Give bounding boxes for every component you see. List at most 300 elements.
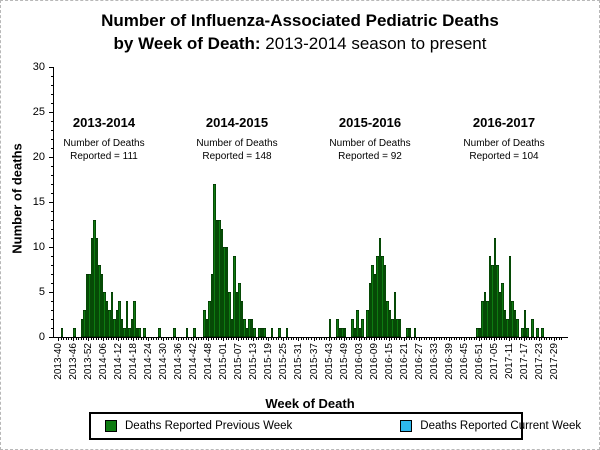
x-tick — [61, 337, 62, 340]
x-tick — [81, 337, 82, 340]
x-tick — [489, 337, 490, 340]
x-tick — [263, 337, 264, 340]
x-tick — [218, 337, 219, 340]
y-minor-tick — [51, 274, 54, 275]
bar-week-51 — [186, 328, 189, 337]
x-tick — [226, 337, 227, 340]
x-tick — [446, 337, 447, 340]
y-minor-tick — [51, 319, 54, 320]
x-tick — [416, 337, 417, 340]
x-tick — [431, 337, 432, 340]
legend-swatch-cyan — [400, 420, 412, 432]
x-tick — [479, 337, 480, 341]
bar-week-114 — [344, 328, 347, 337]
x-tick — [98, 337, 99, 340]
x-tick — [334, 337, 335, 340]
x-tick-label: 2014-36 — [173, 343, 185, 380]
x-tick — [421, 337, 422, 340]
season-label: 2016-2017 — [472, 115, 536, 130]
y-minor-tick — [51, 328, 54, 329]
x-tick — [396, 337, 397, 340]
bar-week-54 — [193, 328, 196, 337]
x-tick — [346, 337, 347, 340]
x-tick — [366, 337, 367, 340]
season-deaths-note: Number of Deaths Reported = 92 — [329, 138, 411, 162]
x-tick — [118, 337, 119, 341]
x-tick — [311, 337, 312, 340]
x-tick — [306, 337, 307, 340]
x-tick-label: 2013-52 — [83, 343, 95, 380]
x-tick — [176, 337, 177, 340]
y-minor-tick — [51, 94, 54, 95]
x-tick-label: 2015-13 — [248, 343, 260, 380]
x-tick — [158, 337, 159, 340]
season-label: 2014-2015 — [205, 115, 269, 130]
x-tick — [111, 337, 112, 340]
x-tick — [91, 337, 92, 340]
x-tick-label: 2017-23 — [533, 343, 545, 380]
x-tick — [444, 337, 445, 340]
x-tick — [71, 337, 72, 340]
x-tick — [293, 337, 294, 340]
season-deaths-note: Number of Deaths Reported = 111 — [63, 138, 145, 162]
x-tick — [281, 337, 282, 340]
bar-week-91 — [286, 328, 289, 337]
x-tick — [96, 337, 97, 340]
x-tick — [449, 337, 450, 341]
x-tick — [324, 337, 325, 340]
y-minor-tick — [51, 283, 54, 284]
x-tick — [384, 337, 385, 340]
season-deaths-note: Number of Deaths Reported = 104 — [463, 138, 545, 162]
x-tick-label: 2016-09 — [368, 343, 380, 380]
x-tick — [456, 337, 457, 340]
chart-title — [1, 10, 599, 56]
x-tick — [339, 337, 340, 340]
y-tick-label: 5 — [38, 286, 45, 298]
x-tick — [168, 337, 169, 340]
x-tick — [526, 337, 527, 340]
x-tick — [326, 337, 327, 340]
x-tick — [128, 337, 129, 340]
x-tick-label: 2016-15 — [383, 343, 395, 380]
x-tick — [161, 337, 162, 340]
x-tick — [414, 337, 415, 340]
bar-week-34 — [143, 328, 146, 337]
x-tick — [436, 337, 437, 340]
x-tick — [241, 337, 242, 340]
x-tick — [248, 337, 249, 340]
bar-week-191 — [536, 328, 539, 337]
legend-label: Deaths Reported Previous Week — [125, 420, 293, 432]
x-tick — [113, 337, 114, 340]
x-tick — [409, 337, 410, 340]
x-tick — [208, 337, 209, 341]
bar-week-40 — [158, 328, 161, 337]
x-tick — [193, 337, 194, 341]
x-tick — [131, 337, 132, 340]
x-tick-label: 2017-11 — [503, 343, 515, 379]
x-tick — [303, 337, 304, 340]
x-tick — [136, 337, 137, 340]
x-tick — [178, 337, 179, 341]
x-tick — [399, 337, 400, 340]
x-tick — [236, 337, 237, 340]
x-tick — [401, 337, 402, 340]
x-tick — [228, 337, 229, 340]
x-tick — [529, 337, 530, 340]
x-tick — [126, 337, 127, 340]
x-tick — [201, 337, 202, 340]
x-tick — [108, 337, 109, 340]
x-tick — [499, 337, 500, 340]
x-tick — [471, 337, 472, 340]
x-tick — [286, 337, 287, 340]
x-tick — [486, 337, 487, 340]
x-tick — [504, 337, 505, 340]
x-tick — [188, 337, 189, 340]
x-tick — [411, 337, 412, 340]
y-minor-tick — [51, 175, 54, 176]
x-tick — [173, 337, 174, 340]
x-tick — [514, 337, 515, 340]
x-tick — [539, 337, 540, 341]
x-tick — [556, 337, 557, 340]
x-tick — [424, 337, 425, 340]
bar-week-6 — [73, 328, 76, 337]
bar-week-136 — [399, 319, 402, 337]
x-tick — [151, 337, 152, 340]
x-tick — [68, 337, 69, 340]
x-tick — [76, 337, 77, 340]
x-tick — [238, 337, 239, 341]
x-tick — [196, 337, 197, 340]
bar-week-183 — [516, 319, 519, 337]
bar-week-121 — [361, 319, 364, 337]
x-tick — [369, 337, 370, 340]
y-tick-label: 30 — [32, 61, 45, 73]
x-tick — [469, 337, 470, 340]
x-tick — [283, 337, 284, 341]
x-tick — [521, 337, 522, 340]
x-tick — [501, 337, 502, 340]
x-tick — [73, 337, 74, 341]
legend-item-current-week — [400, 420, 581, 432]
x-tick — [371, 337, 372, 340]
x-tick — [561, 337, 562, 340]
x-tick-label: 2016-33 — [428, 343, 440, 380]
bar-week-1 — [61, 328, 64, 337]
x-tick-label: 2015-31 — [293, 343, 305, 380]
x-tick — [253, 337, 254, 341]
x-tick — [171, 337, 172, 340]
x-tick-label: 2014-24 — [143, 343, 155, 380]
x-tick — [246, 337, 247, 340]
x-tick — [106, 337, 107, 340]
x-tick — [121, 337, 122, 340]
y-tick-label: 25 — [32, 106, 45, 118]
y-minor-tick — [51, 238, 54, 239]
x-tick — [429, 337, 430, 340]
x-tick — [166, 337, 167, 340]
x-tick — [181, 337, 182, 340]
y-minor-tick — [51, 256, 54, 257]
x-tick — [511, 337, 512, 340]
chart-title-line1: Number of Influenza-Associated Pediatric Deaths — [101, 11, 499, 30]
x-tick — [146, 337, 147, 340]
x-tick — [496, 337, 497, 340]
annotation-season-2013-2014 — [29, 115, 179, 163]
x-tick — [531, 337, 532, 340]
x-tick-label: 2016-21 — [398, 343, 410, 380]
x-tick-label: 2017-17 — [518, 343, 530, 380]
annotation-season-2014-2015 — [162, 115, 312, 163]
legend-label: Deaths Reported Current Week — [420, 420, 582, 432]
x-tick — [341, 337, 342, 340]
x-tick — [441, 337, 442, 340]
x-tick — [506, 337, 507, 340]
bar-week-32 — [138, 328, 141, 337]
x-tick — [361, 337, 362, 340]
x-tick — [344, 337, 345, 341]
plot-area — [32, 61, 568, 380]
bar-week-193 — [541, 328, 544, 337]
bar-week-85 — [271, 328, 274, 337]
y-tick-label: 15 — [32, 196, 45, 208]
x-tick — [464, 337, 465, 341]
x-tick — [491, 337, 492, 340]
x-tick — [186, 337, 187, 340]
x-tick — [266, 337, 267, 340]
x-tick — [153, 337, 154, 340]
x-tick-label: 2014-48 — [203, 343, 215, 380]
x-tick — [156, 337, 157, 340]
x-tick — [86, 337, 87, 340]
x-tick-label: 2016-03 — [353, 343, 365, 380]
x-tick — [191, 337, 192, 340]
x-tick — [546, 337, 547, 340]
x-tick-label: 2014-30 — [158, 343, 170, 380]
x-tick-label: 2016-45 — [458, 343, 470, 380]
x-tick — [261, 337, 262, 340]
x-tick — [524, 337, 525, 341]
chart-title-line2 — [1, 33, 599, 56]
x-tick-label: 2016-51 — [473, 343, 485, 380]
y-axis-title: Number of deaths — [9, 143, 25, 254]
x-tick — [534, 337, 535, 340]
annotation-season-2016-2017 — [429, 115, 579, 163]
x-tick — [419, 337, 420, 341]
x-tick — [273, 337, 274, 340]
chart-title-line2-bold: by Week of Death: — [113, 33, 261, 53]
x-tick — [58, 337, 59, 341]
x-tick — [216, 337, 217, 340]
x-tick — [101, 337, 102, 340]
x-tick — [544, 337, 545, 340]
x-tick — [314, 337, 315, 341]
x-tick — [516, 337, 517, 340]
x-tick — [316, 337, 317, 340]
y-tick — [49, 292, 54, 293]
x-tick — [288, 337, 289, 340]
x-tick — [541, 337, 542, 340]
y-tick-label: 20 — [32, 151, 45, 163]
x-tick — [301, 337, 302, 340]
x-tick-label: 2015-25 — [278, 343, 290, 380]
x-tick — [133, 337, 134, 341]
x-tick — [364, 337, 365, 340]
legend-item-previous-week — [105, 420, 292, 432]
x-tick — [66, 337, 67, 340]
x-tick-label: 2015-49 — [338, 343, 350, 380]
y-minor-tick — [51, 85, 54, 86]
x-tick — [551, 337, 552, 340]
x-tick-label: 2015-07 — [233, 343, 245, 380]
bar-week-108 — [329, 319, 332, 337]
x-tick-label: 2014-42 — [188, 343, 200, 380]
y-tick — [49, 247, 54, 248]
x-tick — [391, 337, 392, 340]
x-tick — [183, 337, 184, 340]
x-tick — [296, 337, 297, 340]
x-tick — [331, 337, 332, 340]
y-tick-label: 0 — [38, 331, 45, 343]
x-tick — [203, 337, 204, 340]
x-tick — [243, 337, 244, 340]
y-tick — [49, 67, 54, 68]
x-tick — [484, 337, 485, 340]
bar-week-140 — [409, 328, 412, 337]
season-deaths-note: Number of Deaths Reported = 148 — [196, 138, 278, 162]
x-tick — [394, 337, 395, 340]
x-tick — [221, 337, 222, 340]
annotation-season-2015-2016 — [295, 115, 445, 163]
y-minor-tick — [51, 211, 54, 212]
chart-title-line2-rest: 2013-2014 season to present — [260, 33, 487, 53]
x-tick — [291, 337, 292, 340]
x-tick — [233, 337, 234, 340]
x-tick — [258, 337, 259, 340]
x-tick-label: 2014-12 — [113, 343, 125, 380]
x-tick — [298, 337, 299, 341]
x-tick — [356, 337, 357, 340]
x-tick — [63, 337, 64, 340]
y-minor-tick — [51, 76, 54, 77]
x-tick — [116, 337, 117, 340]
bar-week-46 — [173, 328, 176, 337]
x-tick — [206, 337, 207, 340]
x-tick — [459, 337, 460, 340]
x-axis-title: Week of Death — [265, 396, 355, 411]
x-tick — [78, 337, 79, 340]
x-tick — [349, 337, 350, 340]
y-minor-tick — [51, 193, 54, 194]
x-tick — [321, 337, 322, 340]
x-tick — [406, 337, 407, 340]
x-tick — [231, 337, 232, 340]
x-tick-label: 2015-19 — [263, 343, 275, 380]
x-tick — [268, 337, 269, 341]
x-tick — [329, 337, 330, 341]
x-tick — [389, 337, 390, 341]
x-tick — [163, 337, 164, 341]
x-tick — [374, 337, 375, 341]
x-tick — [451, 337, 452, 340]
y-minor-tick — [51, 229, 54, 230]
x-tick — [148, 337, 149, 341]
y-minor-tick — [51, 103, 54, 104]
x-tick — [404, 337, 405, 341]
y-minor-tick — [51, 184, 54, 185]
x-tick — [88, 337, 89, 341]
x-tick — [308, 337, 309, 340]
x-tick — [319, 337, 320, 340]
y-tick — [49, 112, 54, 113]
x-tick — [474, 337, 475, 340]
x-tick-label: 2014-18 — [128, 343, 140, 380]
x-tick — [376, 337, 377, 340]
legend-swatch-green — [105, 420, 117, 432]
x-tick — [476, 337, 477, 340]
bar-week-88 — [278, 328, 281, 337]
x-tick-label: 2016-39 — [443, 343, 455, 380]
x-tick — [336, 337, 337, 340]
x-tick-label: 2016-27 — [413, 343, 425, 380]
x-tick — [509, 337, 510, 341]
y-tick-label: 10 — [32, 241, 45, 253]
legend — [89, 412, 582, 440]
season-label: 2013-2014 — [72, 115, 136, 130]
x-tick — [354, 337, 355, 340]
x-tick — [359, 337, 360, 341]
y-tick — [49, 202, 54, 203]
x-tick — [251, 337, 252, 340]
x-tick — [83, 337, 84, 340]
x-tick — [141, 337, 142, 340]
x-tick — [271, 337, 272, 340]
x-tick — [276, 337, 277, 340]
x-tick — [549, 337, 550, 340]
x-tick — [559, 337, 560, 340]
bar-week-187 — [526, 328, 529, 337]
y-minor-tick — [51, 265, 54, 266]
x-tick-label: 2017-05 — [488, 343, 500, 380]
x-tick — [386, 337, 387, 340]
x-tick — [198, 337, 199, 340]
x-tick — [466, 337, 467, 340]
x-tick-label: 2015-01 — [218, 343, 230, 380]
x-tick-label: 2013-46 — [68, 343, 80, 380]
x-tick — [494, 337, 495, 341]
x-tick — [434, 337, 435, 341]
y-minor-tick — [51, 310, 54, 311]
x-tick — [461, 337, 462, 340]
season-label: 2015-2016 — [338, 115, 402, 130]
bar-week-78 — [253, 328, 256, 337]
bar-week-142 — [414, 328, 417, 337]
y-tick — [49, 337, 54, 338]
x-tick — [256, 337, 257, 340]
x-tick — [103, 337, 104, 341]
x-tick — [278, 337, 279, 340]
bar-week-82 — [263, 328, 266, 337]
x-tick — [439, 337, 440, 340]
bar-week-189 — [531, 319, 534, 337]
x-tick — [143, 337, 144, 340]
x-tick — [93, 337, 94, 340]
x-tick — [536, 337, 537, 340]
x-tick — [211, 337, 212, 340]
